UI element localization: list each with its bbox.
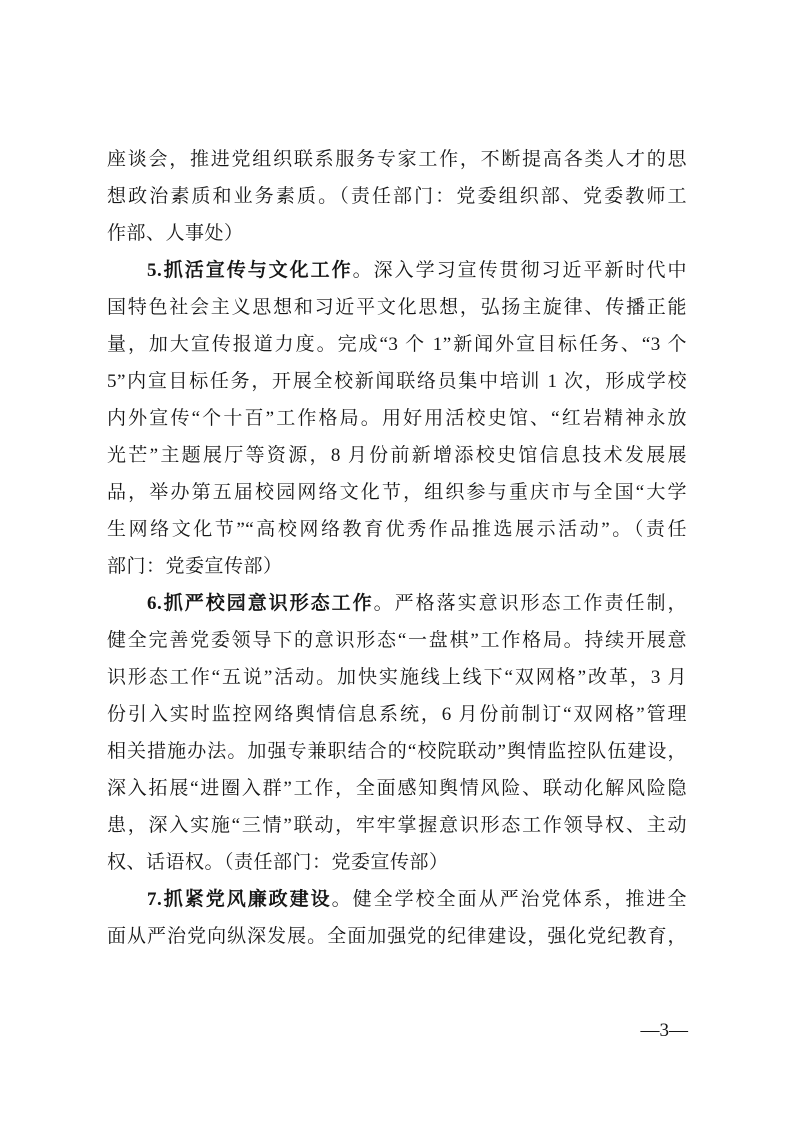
text-line: [107, 881, 687, 918]
text-run: 份引入实时监控网络舆情信息系统，6 月份前制订“双网格”管理: [107, 704, 687, 725]
section-heading: 7.抓紧党风廉政建设: [147, 889, 332, 910]
section-6-paragraph: [107, 585, 687, 881]
text-run: 识形态工作“五说”活动。加快实施线上线下“双网格”改革，3 月: [107, 667, 687, 688]
page-number: —3—: [640, 1020, 688, 1041]
text-run: 面从严治党向纵深发展。全面加强党的纪律建设，强化党纪教育，: [107, 926, 687, 947]
text-run: 品，举办第五届校园网络文化节，组织参与重庆市与全国“大学: [107, 482, 687, 503]
text-run: 国特色社会主义思想和习近平文化思想，弘扬主旋律、传播正能: [107, 297, 687, 318]
text-run: 相关措施办法。加强专兼职结合的“校院联动”舆情监控队伍建设，: [107, 741, 687, 762]
text-run: 座谈会，推进党组织联系服务专家工作，不断提高各类人才的思: [107, 149, 687, 170]
text-run: 患，深入实施“三情”联动，牢牢掌握意识形态工作领导权、主动: [107, 815, 687, 836]
text-run: 想政治素质和业务素质。（责任部门：党委组织部、党委教师工: [107, 186, 687, 207]
continuation-paragraph: [107, 141, 687, 252]
text-line: [107, 733, 687, 770]
section-7-paragraph: [107, 881, 687, 955]
text-run: 5”内宣目标任务，开展全校新闻联络员集中培训 1 次，形成学校: [107, 371, 687, 392]
text-line: [107, 770, 687, 807]
text-line: [107, 363, 687, 400]
text-run: 权、话语权。（责任部门：党委宣传部）: [107, 852, 449, 873]
text-line: [107, 215, 687, 252]
text-run: 部门：党委宣传部）: [107, 556, 283, 577]
text-line: [107, 437, 687, 474]
text-line: [107, 511, 687, 548]
text-run: 量，加大宣传报道力度。完成“3 个 1”新闻外宣目标任务、“3 个: [107, 334, 687, 355]
text-run: 生网络文化节”“高校网络教育优秀作品推选展示活动”。（责任: [107, 519, 687, 540]
text-line: [107, 585, 687, 622]
text-run: 光芒”主题展厅等资源，8 月份前新增添校史馆信息技术发展展: [107, 445, 687, 466]
text-line: [107, 326, 687, 363]
text-line: [107, 289, 687, 326]
text-line: [107, 252, 687, 289]
text-line: [107, 400, 687, 437]
text-run: 深入拓展“进圈入群”工作，全面感知舆情风险、联动化解风险隐: [107, 778, 687, 799]
text-run: 。健全学校全面从严治党体系，推进全: [331, 889, 687, 910]
text-line: [107, 548, 687, 585]
section-heading: 6.抓严校园意识形态工作: [147, 593, 374, 614]
text-line: [107, 141, 687, 178]
text-line: [107, 474, 687, 511]
text-line: [107, 918, 687, 955]
text-line: [107, 659, 687, 696]
section-heading: 5.抓活宣传与文化工作: [147, 260, 353, 281]
text-run: 内外宣传“个十百”工作格局。用好用活校史馆、“红岩精神永放: [107, 408, 687, 429]
section-5-paragraph: [107, 252, 687, 585]
text-line: [107, 844, 687, 881]
text-run: 健全完善党委领导下的意识形态“一盘棋”工作格局。持续开展意: [107, 630, 687, 651]
text-run: 。严格落实意识形态工作责任制，: [373, 593, 687, 614]
text-run: 作部、人事处）: [107, 223, 244, 244]
text-run: 。深入学习宣传贯彻习近平新时代中: [352, 260, 687, 281]
text-line: [107, 622, 687, 659]
document-body: [107, 141, 687, 955]
text-line: [107, 178, 687, 215]
text-line: [107, 807, 687, 844]
text-line: [107, 696, 687, 733]
